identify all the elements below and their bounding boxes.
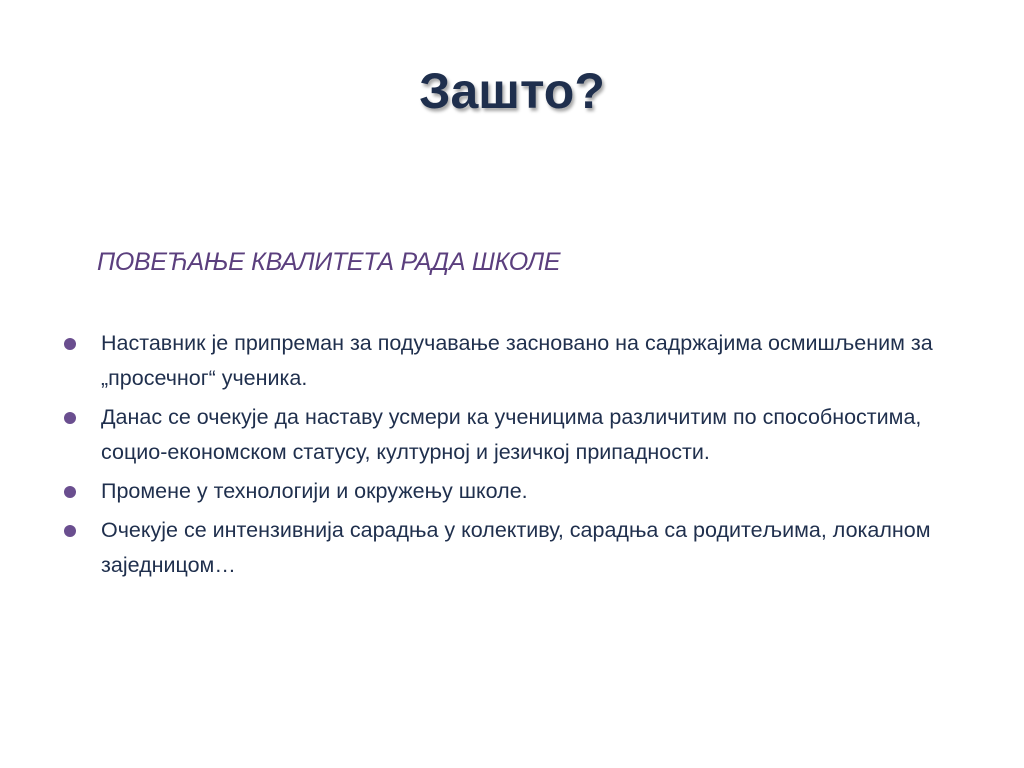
bullet-dot-icon (64, 412, 76, 424)
slide-title: Зашто? (419, 63, 605, 119)
bullet-text: Очекује се интензивнија сарадња у колективу, сарадња са родитељима, локалном заједницом… (101, 518, 931, 577)
bullet-dot-icon (64, 525, 76, 537)
bullet-item (60, 474, 960, 509)
bullet-text: Промене у технологији и окружењу школе. (101, 479, 528, 503)
bullet-item (60, 400, 960, 470)
bullet-item (60, 326, 960, 396)
bullet-dot-icon (64, 486, 76, 498)
bullet-item (60, 513, 960, 583)
bullet-list (60, 326, 960, 587)
bullet-dot-icon (64, 338, 76, 350)
bullet-text: Наставник је припреман за подучавање засновано на садржајима осмишљеним за „просечног“ ученика. (101, 331, 933, 390)
bullet-text: Данас се очекује да наставу усмери ка ученицима различитим по способностима, социо-економском статусу, културној и језичкој припадности. (101, 405, 922, 464)
slide-subtitle: ПОВЕЋАЊЕ КВАЛИТЕТА РАДА ШКОЛЕ (97, 248, 561, 276)
